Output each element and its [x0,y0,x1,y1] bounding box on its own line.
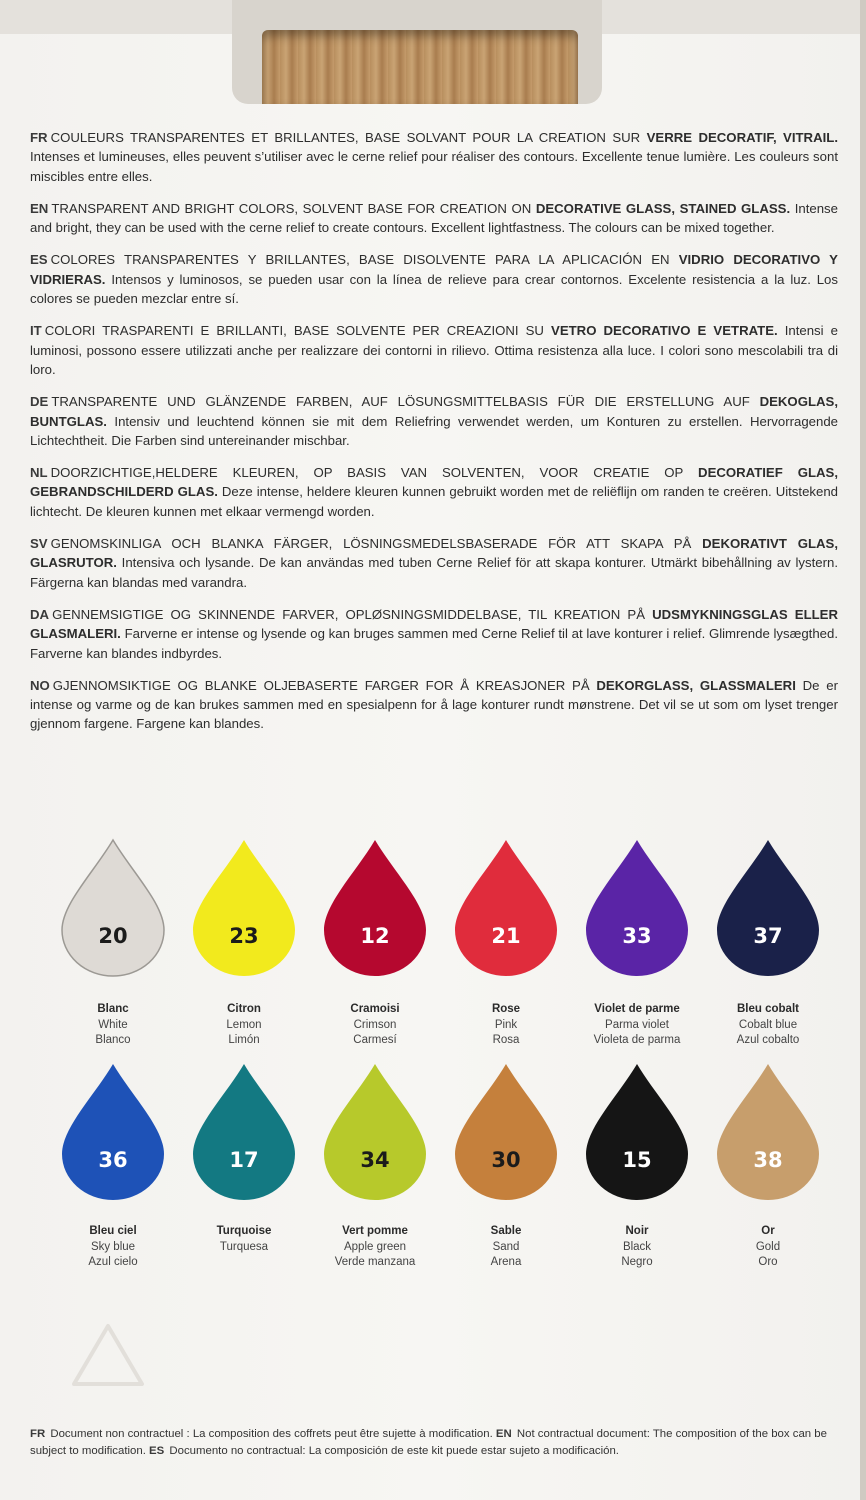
paint-drop-icon [320,838,430,978]
color-name-fr: Cramoisi [350,1003,400,1015]
color-name-label [174,1224,314,1255]
color-name-label [305,1002,445,1049]
description-paragraph-fr [30,128,838,186]
paragraph-body: Deze intense, heldere kleuren kunnen gebruikt worden met de reliëflijn om randen te creëren. Uitstekend lichtecht. De kleuren kunnen met elkaar vermengd worden. [30,484,838,519]
footer-disclaimer-text: Not contractual document: The composition of the box can be subject to modification. [30,1428,827,1457]
color-name-en: White [98,1018,128,1031]
color-name-fr: Blanc [97,1003,129,1015]
language-code: DE [30,394,49,410]
drop-shape [586,840,688,976]
language-code: FR [30,130,48,145]
color-name-es: Azul cielo [88,1256,138,1268]
color-swatch-drop [451,838,561,978]
color-name-fr: Sable [490,1225,522,1237]
recycling-triangle-icon [68,1320,148,1390]
color-number: 38 [753,1148,783,1172]
paragraph-lead: TRANSPARENT AND BRIGHT COLORS, SOLVENT BASE FOR CREATION ON [51,200,536,216]
color-name-fr: Turquoise [216,1225,272,1237]
color-swatch-drop [58,1062,168,1202]
color-name-fr: Citron [227,1003,261,1015]
paint-drop-icon [320,1062,430,1202]
paint-drop-icon [58,1062,168,1202]
color-name-es: Carmesí [353,1034,397,1046]
paint-drop-icon [713,838,823,978]
color-name-label [43,1002,183,1049]
description-paragraph-nl [30,463,838,521]
paint-drop-icon [451,838,561,978]
paragraph-body: De er intense og varme og de kan brukes sammen med en spesialpenn for å lage konturer rundt mønstrene. Det vil se ut som om lyset trenger gjennom fargene. Fargene kan blandes. [30,677,839,732]
description-paragraph-es [30,250,838,308]
paint-drop-icon [582,838,692,978]
footer-disclaimer-text: Documento no contractual: La composición de este kit puede estar sujeto a modificación. [169,1444,619,1457]
paragraph-lead: COLORI TRASPARENTI E BRILLANTI, BASE SOLVENTE PER CREAZIONI SU [44,323,552,339]
language-code: NL [30,465,48,481]
paragraph-body: Intensos y luminosos, se pueden usar con la línea de relieve para crear contornos. Excelente resistencia a la luz. Los colores se pueden mezclar entre sí. [30,271,838,307]
drop-shape [455,1064,557,1200]
footer-language-code: ES [149,1444,168,1457]
paint-drop-icon [189,838,299,978]
description-paragraph-da [30,605,838,663]
color-number: 12 [360,924,390,948]
color-number: 34 [360,1148,390,1172]
color-name-label [567,1224,707,1271]
color-name-label [436,1224,576,1271]
paragraph-highlight: VERRE DECORATIF, VITRAIL. [646,130,838,145]
color-name-en: Parma violet [605,1018,669,1031]
color-swatch-drop [58,838,168,978]
paint-drop-icon [582,1062,692,1202]
description-paragraph-sv [30,534,838,592]
paragraph-lead: GJENNOMSIKTIGE OG BLANKE OLJEBASERTE FARGER FOR Å KREASJONER PÅ [52,677,597,693]
drop-shape [717,1064,819,1200]
paragraph-body: Intensiva och lysande. De kan användas med tuben Cerne Relief för att skapa konturer. Utmärkt bibehållning av lystern. Färgerna kan blandas med varandra. [30,555,838,590]
color-swatch-drop [189,1062,299,1202]
description-paragraph-no [30,676,838,734]
drop-shape [324,840,426,976]
color-name-en: Lemon [226,1018,262,1031]
color-name-fr: Violet de parme [594,1003,680,1015]
color-name-label [305,1224,445,1271]
color-name-es: Limón [228,1034,260,1046]
color-swatch-drop [713,1062,823,1202]
color-number: 36 [98,1148,128,1172]
color-name-en: Black [622,1240,652,1253]
drop-shape [193,1064,295,1200]
drop-shape [193,840,295,976]
drop-shape [455,840,557,976]
paragraph-body: Farverne er intense og lysende og kan bruges sammen med Cerne Relief til at lave konturer i relief. Glimrende lysægthed. Farverne kan blandes indbyrdes. [30,626,838,661]
description-paragraph-it [30,321,838,379]
color-name-en: Apple green [343,1240,407,1253]
color-name-en: Turquesa [219,1240,269,1253]
color-name-en: Pink [494,1018,518,1031]
language-code: NO [30,677,50,693]
paint-drop-icon [451,1062,561,1202]
paragraph-body: Intense and bright, they can be used with the cerne relief to create contours. Excellent lightfastness. The colours can be mixed together. [30,200,838,236]
color-swatch-drop [713,838,823,978]
color-name-es: Violeta de parma [593,1034,681,1046]
color-number: 30 [491,1148,521,1172]
color-number: 17 [229,1148,259,1172]
color-name-en: Cobalt blue [738,1018,798,1031]
color-name-es: Arena [490,1256,522,1268]
drop-shape [62,1064,164,1200]
language-code: IT [30,323,42,339]
footer-language-code: FR [30,1428,49,1440]
drop-shape [324,1064,426,1200]
color-number: 21 [491,924,521,948]
color-name-fr: Bleu cobalt [737,1003,799,1015]
paint-drop-icon [58,838,168,978]
color-name-label [698,1002,838,1049]
color-swatch-drop [451,1062,561,1202]
color-name-fr: Vert pomme [342,1225,408,1237]
paragraph-highlight: DEKORATIVT GLAS, GLASRUTOR. [30,536,839,571]
color-number: 15 [622,1148,652,1172]
paint-drop-icon [189,1062,299,1202]
color-name-en: Gold [755,1240,781,1253]
paragraph-highlight: VETRO DECORATIVO E VETRATE. [551,323,778,339]
paragraph-body: Intensiv und leuchtend können sie mit dem Reliefring verwendet werden, um Konturen zu erstellen. Hervorragende Lichtechtheit. Die Farben sind untereinander mischbar. [30,413,838,448]
footer-disclaimer-text: Document non contractuel : La composition des coffrets peut être sujette à modification. [50,1428,496,1440]
color-name-label [174,1002,314,1049]
paragraph-lead: COULEURS TRANSPARENTES ET BRILLANTES, BASE SOLVANT POUR LA CREATION SUR [50,130,647,145]
color-swatch-drop [189,838,299,978]
multilingual-description [30,128,838,734]
paragraph-highlight: VIDRIO DECORATIVO Y VIDRIERAS. [30,252,838,287]
language-code: DA [30,606,50,622]
color-number: 37 [753,924,783,948]
color-name-label [698,1224,838,1271]
color-name-en: Sand [492,1240,520,1253]
paragraph-lead: DOORZICHTIGE,HELDERE KLEUREN, OP BASIS VAN SOLVENTEN, VOOR CREATIE OP [50,465,699,481]
color-name-es: Azul cobalto [736,1034,800,1046]
paragraph-lead: COLORES TRANSPARENTES Y BRILLANTES, BASE DISOLVENTE PARA LA APLICACIÓN EN [50,252,679,268]
paragraph-lead: GENNEMSIGTIGE OG SKINNENDE FARVER, OPLØSNINGSMIDDELBASE, TIL KREATION PÅ [52,606,653,622]
color-number: 23 [229,924,259,948]
language-code: ES [30,252,48,268]
paragraph-highlight: DEKORGLASS, GLASSMALERI [596,677,796,693]
color-name-en: Crimson [353,1018,397,1031]
color-number: 20 [98,924,128,948]
color-swatch-drop [320,1062,430,1202]
footer-language-code: EN [495,1428,515,1440]
paragraph-highlight: DEKOGLAS, BUNTGLAS. [30,394,838,429]
color-name-label [43,1224,183,1271]
color-swatch-drop [320,838,430,978]
color-name-es: Verde manzana [334,1256,416,1268]
color-swatch-drop [582,1062,692,1202]
paragraph-highlight: UDSMYKNINGSGLAS ELLER GLASMALERI. [30,606,838,642]
box-right-edge [860,0,866,1500]
cardboard-opening [262,30,578,104]
paragraph-highlight: DECORATIEF GLAS, GEBRANDSCHILDERD GLAS. [30,465,838,500]
color-number: 33 [622,924,652,948]
paint-drop-icon [713,1062,823,1202]
color-name-es: Negro [621,1256,653,1268]
color-name-label [567,1002,707,1049]
color-name-fr: Bleu ciel [89,1225,137,1237]
language-code: SV [30,536,48,552]
drop-shape [62,840,164,976]
color-swatch-drop [582,838,692,978]
paragraph-highlight: DECORATIVE GLASS, STAINED GLASS. [535,200,791,216]
color-name-es: Blanco [95,1034,131,1046]
description-paragraph-en [30,199,838,238]
color-name-fr: Or [761,1225,775,1237]
color-name-es: Oro [758,1256,778,1268]
paragraph-body: Intensi e luminosi, possono essere utilizzati anche per realizzare dei contorni in rilievo. Ottima resistenza alla luce. I colori sono mescolabili tra di loro. [30,323,838,377]
color-name-label [436,1002,576,1049]
description-paragraph-de [30,392,838,450]
paragraph-lead: TRANSPARENTE UND GLÄNZENDE FARBEN, AUF LÖSUNGSMITTELBASIS FÜR DIE ERSTELLUNG AUF [51,394,760,410]
color-name-en: Sky blue [90,1240,136,1253]
drop-shape [586,1064,688,1200]
disclaimer-footer [30,1426,838,1459]
color-name-es: Rosa [492,1034,520,1046]
paragraph-lead: GENOMSKINLIGA OCH BLANKA FÄRGER, LÖSNINGSMEDELSBASERADE FÖR ATT SKAPA PÅ [50,536,703,552]
drop-shape [717,840,819,976]
color-name-fr: Rose [491,1003,521,1015]
color-name-fr: Noir [625,1225,649,1237]
language-code: EN [30,200,49,216]
paragraph-body: Intenses et lumineuses, elles peuvent s’utiliser avec le cerne relief pour réaliser des contours. Excellente tenue lumière. Les couleurs sont miscibles entre elles. [30,149,838,184]
